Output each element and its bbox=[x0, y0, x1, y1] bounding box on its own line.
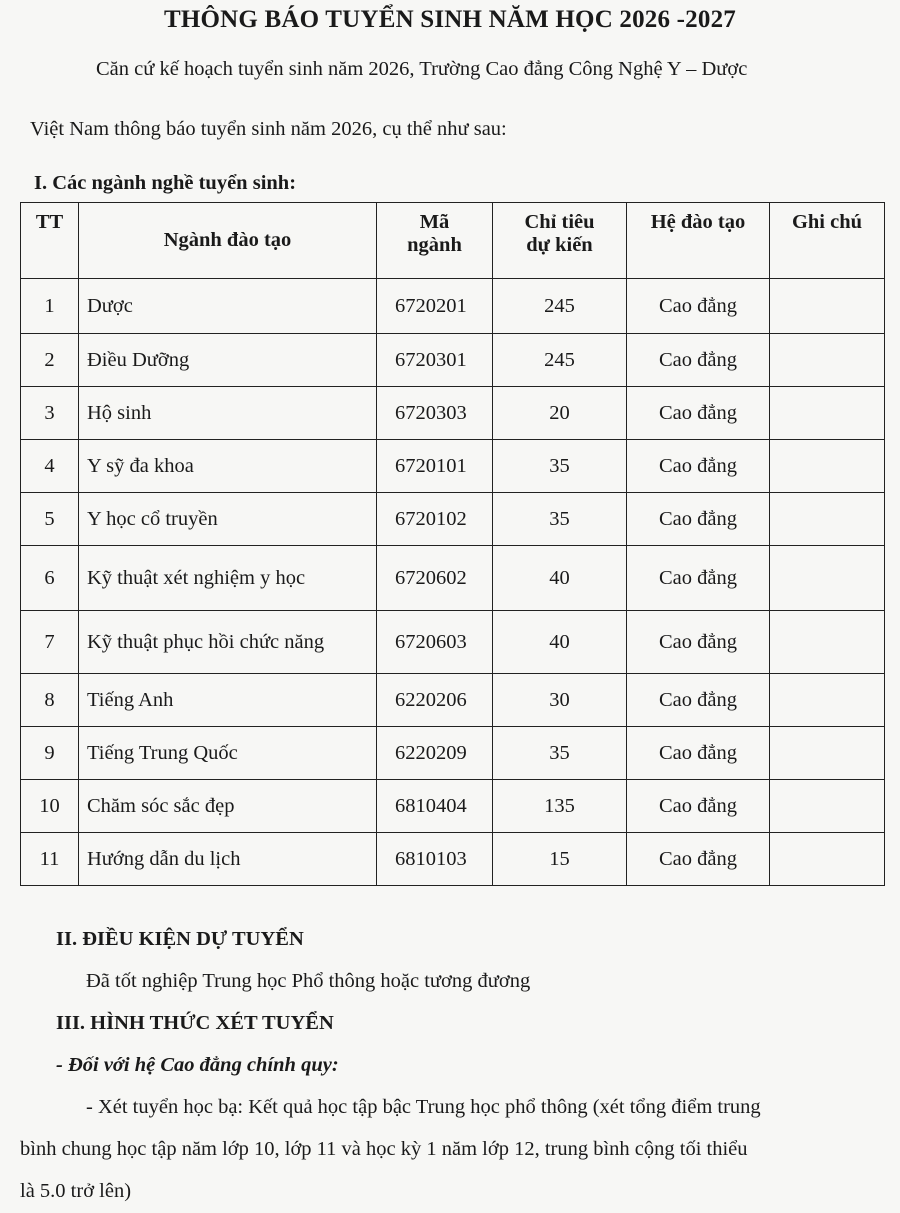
cell-training-system: Cao đẳng bbox=[627, 833, 770, 886]
cell-quota: 40 bbox=[493, 546, 627, 611]
cell-quota: 35 bbox=[493, 493, 627, 546]
header-quota-line-1: Chỉ tiêu bbox=[524, 211, 595, 233]
cell-training-system: Cao đẳng bbox=[627, 546, 770, 611]
table-row bbox=[21, 546, 885, 611]
cell-tt: 2 bbox=[21, 334, 79, 387]
cell-quota: 35 bbox=[493, 440, 627, 493]
cell-major-code: 6720301 bbox=[377, 334, 493, 387]
cell-major-name: Tiếng Trung Quốc bbox=[79, 727, 377, 780]
cell-training-system: Cao đẳng bbox=[627, 780, 770, 833]
cell-quota: 40 bbox=[493, 611, 627, 674]
intro-line-2: Việt Nam thông báo tuyển sinh năm 2026, cụ thể như sau: bbox=[30, 118, 507, 140]
cell-note bbox=[770, 833, 885, 886]
cell-training-system: Cao đẳng bbox=[627, 674, 770, 727]
table-body bbox=[21, 279, 885, 886]
section-2-heading: II. ĐIỀU KIỆN DỰ TUYỂN bbox=[56, 928, 304, 950]
cell-tt: 9 bbox=[21, 727, 79, 780]
table-row bbox=[21, 833, 885, 886]
document-title: THÔNG BÁO TUYỂN SINH NĂM HỌC 2026 -2027 bbox=[164, 6, 736, 33]
cell-major-code: 6220209 bbox=[377, 727, 493, 780]
cell-note bbox=[770, 387, 885, 440]
header-quota bbox=[493, 203, 627, 279]
table-row bbox=[21, 611, 885, 674]
section-3-line-1: - Xét tuyển học bạ: Kết quả học tập bậc Trung học phổ thông (xét tổng điểm trung bbox=[86, 1096, 761, 1118]
cell-quota: 245 bbox=[493, 279, 627, 334]
cell-major-name: Kỹ thuật phục hồi chức năng bbox=[79, 611, 377, 674]
cell-major-name: Kỹ thuật xét nghiệm y học bbox=[79, 546, 377, 611]
cell-note bbox=[770, 611, 885, 674]
cell-note bbox=[770, 279, 885, 334]
cell-major-name: Tiếng Anh bbox=[79, 674, 377, 727]
cell-quota: 35 bbox=[493, 727, 627, 780]
cell-training-system: Cao đẳng bbox=[627, 334, 770, 387]
cell-quota: 245 bbox=[493, 334, 627, 387]
table-row bbox=[21, 674, 885, 727]
cell-note bbox=[770, 674, 885, 727]
header-major-name: Ngành đào tạo bbox=[79, 203, 377, 279]
cell-major-name: Chăm sóc sắc đẹp bbox=[79, 780, 377, 833]
cell-major-code: 6720603 bbox=[377, 611, 493, 674]
intro-line-1: Căn cứ kế hoạch tuyển sinh năm 2026, Trường Cao đẳng Công Nghệ Y – Dược bbox=[96, 58, 748, 80]
cell-major-code: 6720303 bbox=[377, 387, 493, 440]
cell-tt: 11 bbox=[21, 833, 79, 886]
cell-major-name: Y sỹ đa khoa bbox=[79, 440, 377, 493]
cell-quota: 15 bbox=[493, 833, 627, 886]
section-3-line-2: bình chung học tập năm lớp 10, lớp 11 và học kỳ 1 năm lớp 12, trung bình cộng tối thiểu bbox=[20, 1138, 748, 1160]
cell-tt: 1 bbox=[21, 279, 79, 334]
header-major-code bbox=[377, 203, 493, 279]
table-row bbox=[21, 387, 885, 440]
cell-tt: 6 bbox=[21, 546, 79, 611]
cell-major-code: 6720201 bbox=[377, 279, 493, 334]
cell-note bbox=[770, 727, 885, 780]
cell-major-name: Dược bbox=[79, 279, 377, 334]
cell-major-name: Hộ sinh bbox=[79, 387, 377, 440]
table-row bbox=[21, 780, 885, 833]
cell-note bbox=[770, 440, 885, 493]
table-row bbox=[21, 727, 885, 780]
table-row bbox=[21, 334, 885, 387]
majors-table bbox=[20, 202, 885, 886]
cell-major-name: Hướng dẫn du lịch bbox=[79, 833, 377, 886]
section-3-line-3: là 5.0 trở lên) bbox=[20, 1180, 132, 1202]
cell-major-name: Y học cổ truyền bbox=[79, 493, 377, 546]
cell-tt: 3 bbox=[21, 387, 79, 440]
cell-major-code: 6720101 bbox=[377, 440, 493, 493]
header-training-system: Hệ đào tạo bbox=[627, 203, 770, 279]
cell-note bbox=[770, 493, 885, 546]
cell-note bbox=[770, 334, 885, 387]
section-2-text: Đã tốt nghiệp Trung học Phổ thông hoặc tương đương bbox=[86, 970, 531, 992]
cell-tt: 5 bbox=[21, 493, 79, 546]
cell-quota: 135 bbox=[493, 780, 627, 833]
cell-training-system: Cao đẳng bbox=[627, 493, 770, 546]
cell-major-name: Điều Dưỡng bbox=[79, 334, 377, 387]
cell-quota: 30 bbox=[493, 674, 627, 727]
header-code-line-2: ngành bbox=[407, 234, 462, 256]
cell-note bbox=[770, 780, 885, 833]
header-code-line-1: Mã bbox=[419, 211, 450, 233]
header-tt: TT bbox=[21, 203, 79, 279]
cell-training-system: Cao đẳng bbox=[627, 727, 770, 780]
cell-major-code: 6220206 bbox=[377, 674, 493, 727]
section-1-heading: I. Các ngành nghề tuyển sinh: bbox=[34, 172, 297, 194]
cell-tt: 10 bbox=[21, 780, 79, 833]
cell-training-system: Cao đẳng bbox=[627, 387, 770, 440]
cell-major-code: 6720102 bbox=[377, 493, 493, 546]
table-row bbox=[21, 493, 885, 546]
cell-major-code: 6720602 bbox=[377, 546, 493, 611]
cell-tt: 8 bbox=[21, 674, 79, 727]
cell-tt: 4 bbox=[21, 440, 79, 493]
cell-major-code: 6810404 bbox=[377, 780, 493, 833]
cell-major-code: 6810103 bbox=[377, 833, 493, 886]
table-row bbox=[21, 279, 885, 334]
cell-tt: 7 bbox=[21, 611, 79, 674]
cell-note bbox=[770, 546, 885, 611]
cell-training-system: Cao đẳng bbox=[627, 611, 770, 674]
cell-training-system: Cao đẳng bbox=[627, 440, 770, 493]
cell-quota: 20 bbox=[493, 387, 627, 440]
section-3-subheading: - Đối với hệ Cao đẳng chính quy: bbox=[56, 1054, 339, 1076]
table-row bbox=[21, 440, 885, 493]
header-note: Ghi chú bbox=[770, 203, 885, 279]
table-header-row bbox=[21, 203, 885, 279]
section-3-heading: III. HÌNH THỨC XÉT TUYỂN bbox=[56, 1012, 334, 1034]
header-quota-line-2: dự kiến bbox=[526, 234, 593, 256]
cell-training-system: Cao đẳng bbox=[627, 279, 770, 334]
